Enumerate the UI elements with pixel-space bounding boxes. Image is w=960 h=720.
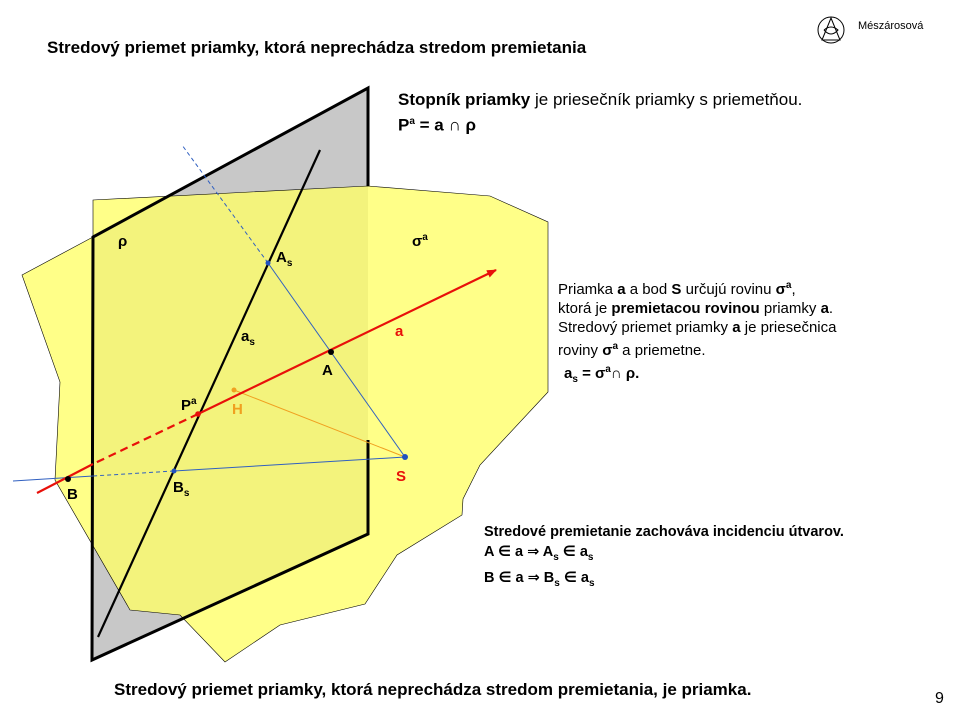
slide-title: Stredový priemet priamky, ktorá neprechádza stredom premietania <box>47 38 587 57</box>
label-As: $A_s$ <box>276 249 293 269</box>
point-A <box>328 349 334 355</box>
conclusion-text: Stredový priemet priamky, ktorá neprechádza stredom premietania, je priamka. <box>114 680 752 699</box>
label-sigma: $\sigma^a$ <box>412 232 428 250</box>
label-H: H <box>232 401 243 418</box>
page-number: 9 <box>935 690 944 707</box>
explanation-line-5: $a_s$ = $\sigma^a\cap$ ρ. <box>564 364 640 385</box>
incidence-title: Stredové premietanie zachováva incidenciu útvarov. <box>484 524 844 540</box>
trace-formula <box>398 111 802 137</box>
formula-rest: = a ∩ ρ <box>414 115 476 135</box>
label-Pa: $P^a$ <box>181 396 197 414</box>
formula-sup: a <box>409 116 415 127</box>
explanation-text <box>558 276 836 389</box>
trace-definition <box>398 89 802 137</box>
label-rho: ρ <box>118 233 128 250</box>
label-as: $a_s$ <box>241 328 255 348</box>
incidence-text <box>484 522 844 594</box>
label-a: a <box>395 323 404 340</box>
point-Bs <box>172 469 177 474</box>
label-S: S <box>396 468 407 485</box>
explanation-line-1: Priamka a a bod S určujú rovinu $\sigma^a$, <box>558 280 796 298</box>
explanation-line-3: Stredový priemet priamky a je priesečnica <box>558 319 837 336</box>
label-B: B <box>67 486 78 503</box>
point-As <box>266 261 271 266</box>
formula-P: P <box>398 115 410 135</box>
point-B <box>65 476 71 482</box>
trace-term: Stopník priamky <box>398 90 531 109</box>
point-S <box>402 454 408 460</box>
label-A: A <box>322 362 333 379</box>
label-Bs: $B_s$ <box>173 479 190 499</box>
author-name: Mészárosová <box>858 20 924 32</box>
author-logo <box>818 17 844 43</box>
point-H <box>232 388 237 393</box>
trace-definition-line <box>398 89 802 111</box>
explanation-line-4: roviny $\sigma^a$ a priemetne. <box>558 341 706 359</box>
trace-rest: je priesečník priamky s priemetňou. <box>530 90 803 109</box>
incidence-row-B: B ∈ a ⇒ $B_s$ ∈ $a_s$ <box>484 569 595 589</box>
incidence-row-A: A ∈ a ⇒ $A_s$ ∈ $a_s$ <box>484 544 594 563</box>
explanation-line-2: ktorá je premietacou rovinou priamky a. <box>558 300 834 317</box>
